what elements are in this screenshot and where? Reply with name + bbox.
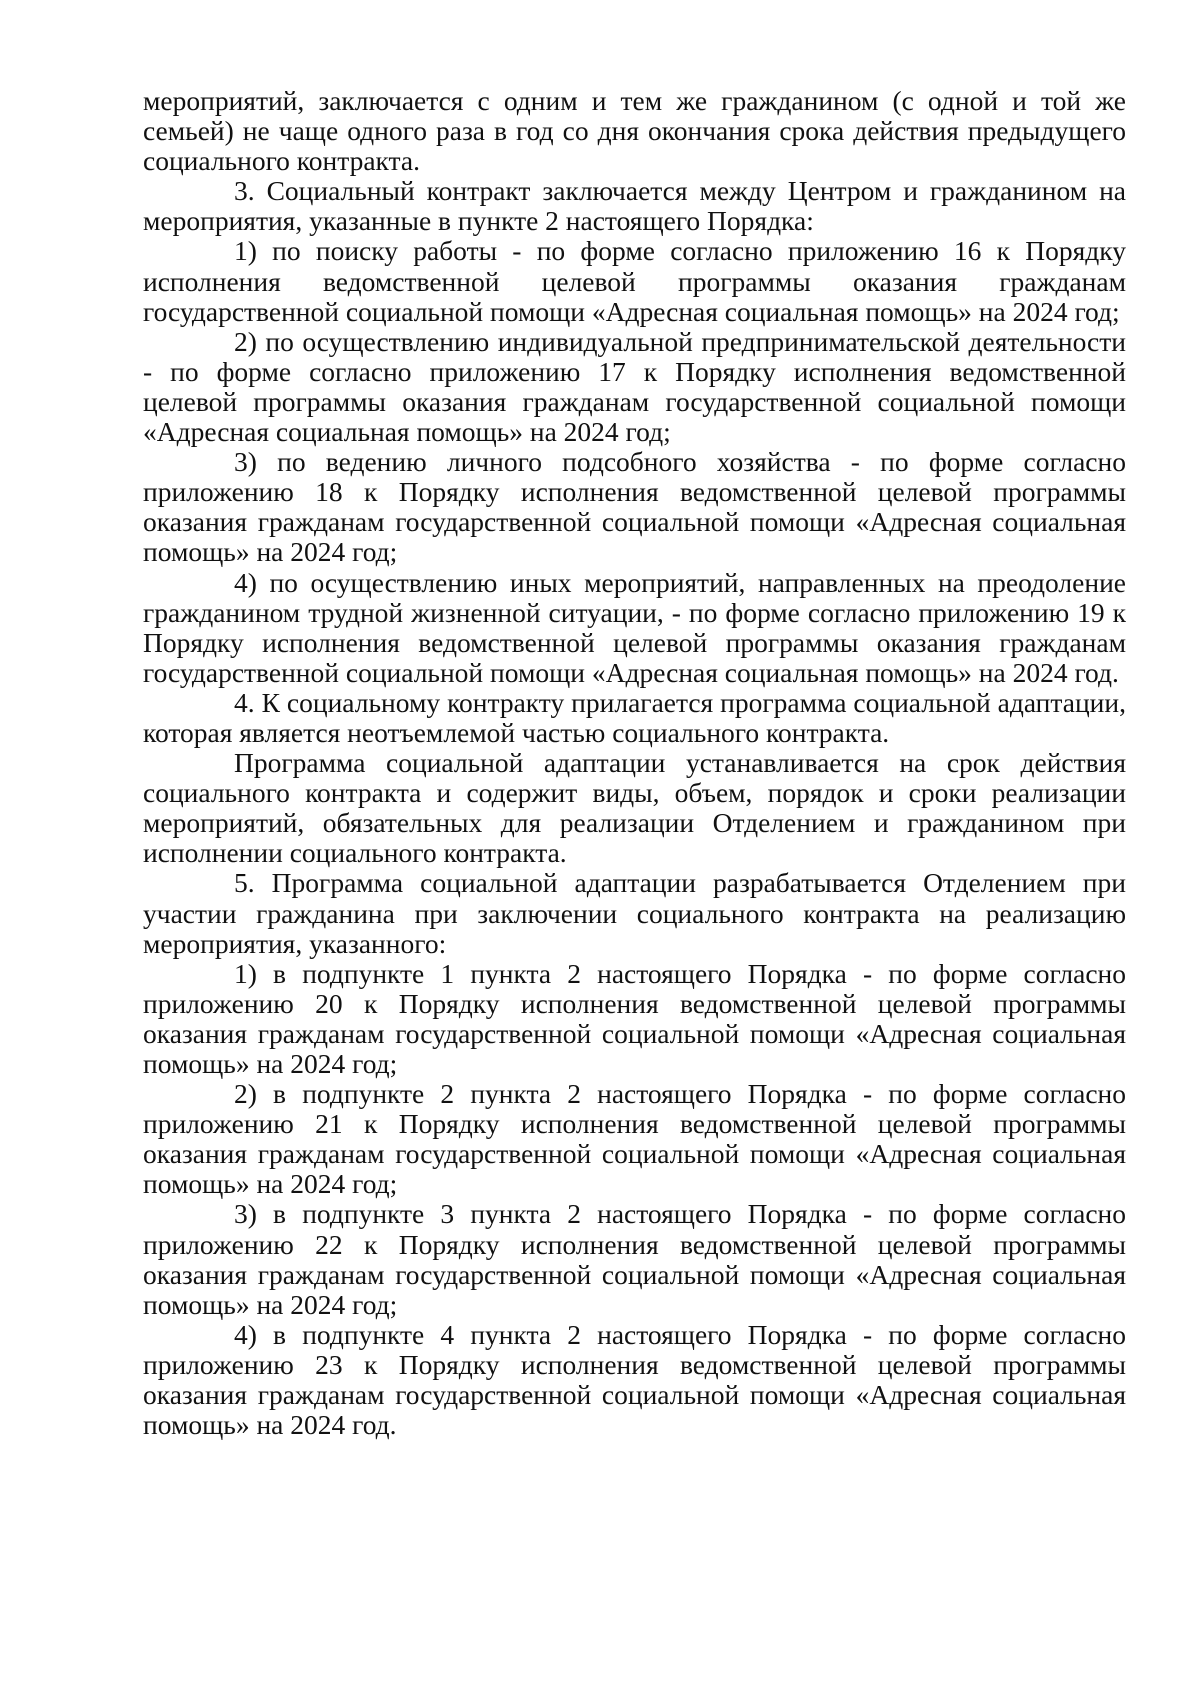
paragraph-subitem-3-1: 1) по поиску работы - по форме согласно приложению 16 к Порядку исполнения ведомственной целевой программы оказания гражданам государственной социальной помощи «Адресная социальная помощь» на 2024 год;: [143, 235, 1126, 327]
paragraph-item-3: 3. Социальный контракт заключается между Центром и гражданином на мероприятия, указанные в пункте 2 настоящего Порядка:: [143, 175, 1126, 237]
paragraph-continuation: мероприятий, заключается с одним и тем же гражданином (с одной и той же семьей) не чаще одного раза в год со дня окончания срока действия предыдущего социального контракта.: [143, 85, 1126, 177]
paragraph-subitem-5-2: 2) в подпункте 2 пункта 2 настоящего Порядка - по форме согласно приложению 21 к Порядку исполнения ведомственной целевой программы оказания гражданам государственной социальной помощи «Адресная социальная помощь» на 2024 год;: [143, 1078, 1126, 1200]
paragraph-subitem-5-4: 4) в подпункте 4 пункта 2 настоящего Порядка - по форме согласно приложению 23 к Порядку исполнения ведомственной целевой программы оказания гражданам государственной социальной помощи «Адресная социальная помощь» на 2024 год.: [143, 1318, 1126, 1441]
paragraph-item-4-program: Программа социальной адаптации устанавливается на срок действия социального контракта и содержит виды, объем, порядок и сроки реализации мероприятий, обязательных для реализации Отделением и гражданином при исполнении социального контракта.: [143, 747, 1126, 869]
paragraph-subitem-3-2: 2) по осуществлению индивидуальной предпринимательской деятельности - по форме согласно приложению 17 к Порядку исполнения ведомственной целевой программы оказания гражданам государственной социальной помощи «Адресная социальная помощь» на 2024 год;: [143, 325, 1126, 448]
document-page: [143, 86, 1126, 1440]
paragraph-item-5: 5. Программа социальной адаптации разрабатывается Отделением при участии гражданина при заключении социального контракта на реализацию мероприятия, указанного:: [143, 867, 1126, 959]
paragraph-subitem-3-3: 3) по ведению личного подсобного хозяйства - по форме согласно приложению 18 к Порядку исполнения ведомственной целевой программы оказания гражданам государственной социальной помощи «Адресная социальная помощь» на 2024 год;: [143, 446, 1126, 568]
paragraph-subitem-5-1: 1) в подпункте 1 пункта 2 настоящего Порядка - по форме согласно приложению 20 к Порядку исполнения ведомственной целевой программы оказания гражданам государственной социальной помощи «Адресная социальная помощь» на 2024 год;: [143, 957, 1126, 1079]
paragraph-subitem-5-3: 3) в подпункте 3 пункта 2 настоящего Порядка - по форме согласно приложению 22 к Порядку исполнения ведомственной целевой программы оказания гражданам государственной социальной помощи «Адресная социальная помощь» на 2024 год;: [143, 1198, 1126, 1320]
paragraph-subitem-3-4: 4) по осуществлению иных мероприятий, направленных на преодоление гражданином трудной жизненной ситуации, - по форме согласно приложению 19 к Порядку исполнения ведомственной целевой программы оказания гражданам государственной социальной помощи «Адресная социальная помощь» на 2024 год.: [143, 566, 1126, 688]
paragraph-item-4: 4. К социальному контракту прилагается программа социальной адаптации, которая является неотъемлемой частью социального контракта.: [143, 686, 1126, 748]
